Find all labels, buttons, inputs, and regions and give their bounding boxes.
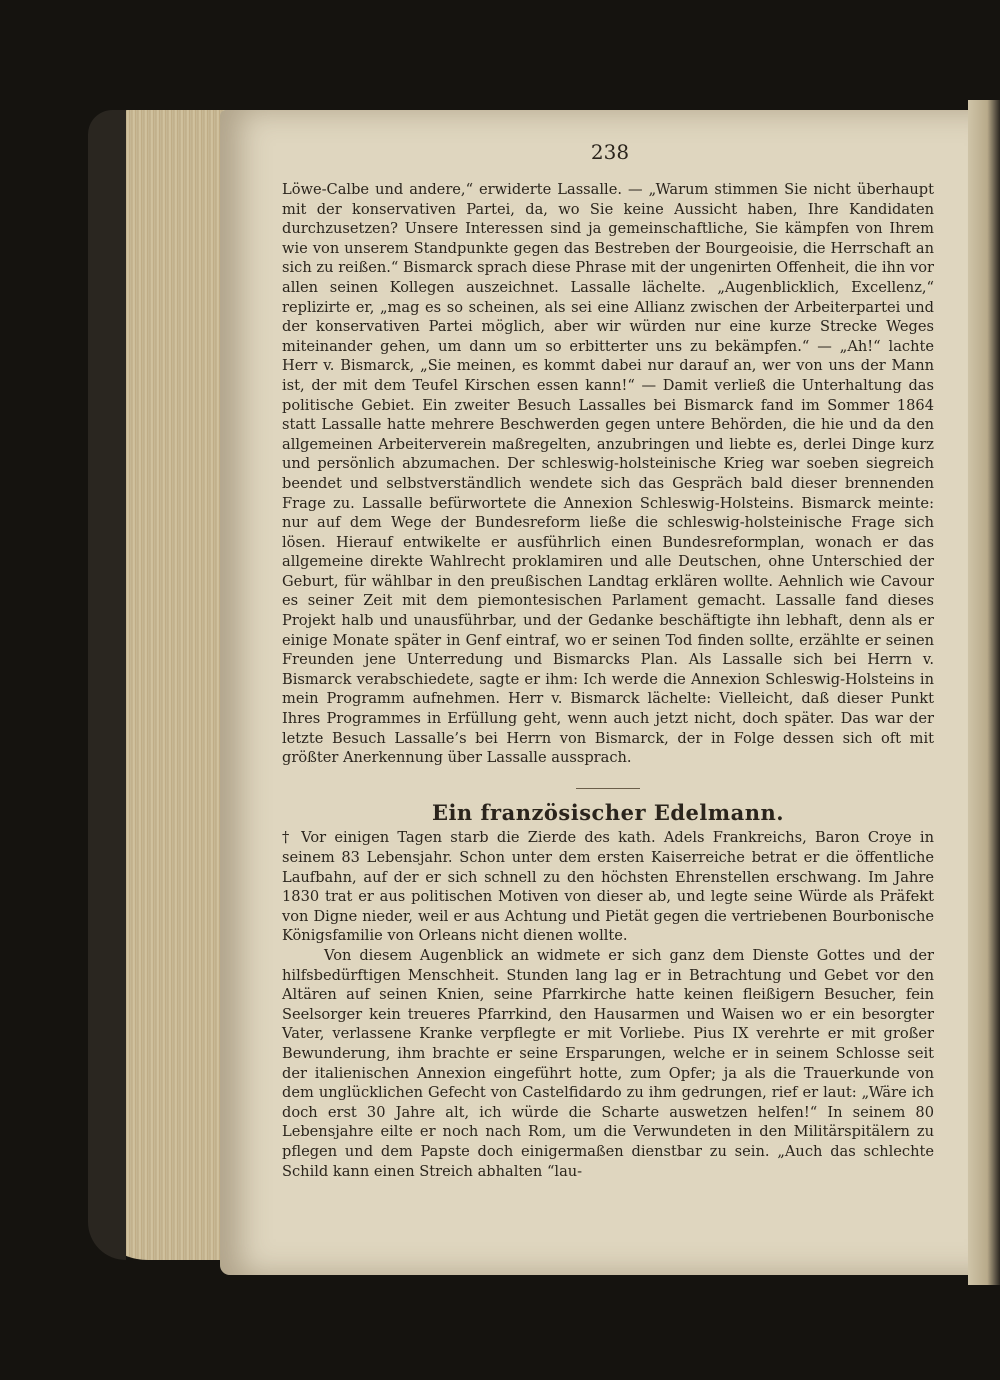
book-cover [88, 110, 126, 1260]
section-divider [576, 788, 640, 789]
paragraph-obituary-body: Von diesem Augenblick an widmete er sich ganz dem Dienste Gottes und der hilfsbedürftigen Menschheit. Stunden lang lag er in Betrachtung und Gebet vor den Altären auf seinen Knien, seine Pfarrkirche hatte keinen fleißigern Besucher, fein Seelsorger kein treueres Pfarrkind, den Hausarmen und Waisen wo er ein besorgter Vater, verlassene Kranke verpflegte er mit Vorliebe. Pius IX verehrte er mit großer Bewunderung, ihm brachte er seine Ersparungen, welche er in seinem Schlosse seit der italienischen Annexion eingeführt hotte, zum Opfer; ja als die Trauerkunde von dem unglücklichen Gefecht von Castelfidardo zu ihm gedrungen, rief er laut: „Wäre ich doch erst 30 Jahre alt, ich würde die Scharte auswetzen helfen!“ In seinem 80 Lebensjahre eilte er noch nach Rom, um die Verwundeten in den Militärspitälern zu pflegen und dem Papste doch einigermaßen dienstbar zu sein. „Auch das schlechte Schild kann einen Streich abhalten “lau- [282, 946, 934, 1180]
paragraph-obituary-intro: † Vor einigen Tagen starb die Zierde des kath. Adels Frankreichs, Baron Croye in seinem 83 Lebensjahr. Schon unter dem ersten Kaiserreiche betrat er die öffentliche Laufbahn, auf der er sich schnell zu den höchsten Ehrenstellen erschwang. Im Jahre 1830 trat er aus politischen Motiven von dieser ab, und legte seine Würde als Präfekt von Digne nieder, weil er aus Achtung und Pietät gegen die vertriebenen Bourbonische Königsfamilie von Orleans nicht dienen wollte. [282, 829, 934, 945]
text-block [282, 180, 934, 1181]
section-title: Ein französischer Edelmann. [431, 799, 785, 825]
page-number: 238 [590, 140, 630, 164]
page-gutter [968, 100, 1000, 1285]
paragraph-lassalle-bismarck: Löwe-Calbe und andere,“ erwiderte Lassalle. — „Warum stimmen Sie nicht überhaupt mit der konservativen Partei, da, wo Sie keine Aussicht haben, Ihre Kandidaten durchzusetzen? Unsere Interessen sind ja gemeinschaftliche, Sie kämpfen von Ihrem wie von unserem Standpunkte gegen das Bestreben der Bourgeoisie, die Herrschaft an sich zu reißen.“ Bismarck sprach diese Phrase mit der ungenirten Offenheit, die ihn vor allen seinen Kollegen auszeichnet. Lassalle lächelte. „Augenblicklich, Excellenz,“ replizirte er, „mag es so scheinen, als sei eine Allianz zwischen der Arbeiterpartei und der konservativen Partei möglich, aber wir würden nur eine kurze Strecke Weges miteinander gehen, um dann um so erbitterter uns zu bekämpfen.“ — „Ah!“ lachte Herr v. Bismarck, „Sie meinen, es kommt dabei nur darauf an, wer von uns der Mann ist, der mit dem Teufel Kirschen essen kann!“ — Damit verließ die Unterhaltung das politische Gebiet. Ein zweiter Besuch Lassalles bei Bismarck fand im Sommer 1864 statt Lassalle hatte mehrere Beschwerden gegen untere Behörden, die hie und da den allgemeinen Arbeiterverein maßregelten, anzubringen und liebte es, derlei Dinge kurz und persönlich abzumachen. Der schleswig-holsteinische Krieg war soeben siegreich beendet und selbstverständlich wendete sich das Gespräch bald dieser brennenden Frage zu. Lassalle befürwortete die Annexion Schleswig-Holsteins. Bismarck meinte: nur auf dem Wege der Bundesreform ließe die schleswig-holsteinische Frage sich lösen. Hierauf entwikelte er ausführlich einen Bundesreformplan, wonach er das allgemeine direkte Wahlrecht proklamiren und alle Deutschen, ohne Unterschied der Geburt, für wählbar in den preußischen Landtag erklären wollte. Aehnlich wie Cavour es seiner Zeit mit dem piemontesischen Parlament gemacht. Lassalle fand dieses Projekt halb und unausführbar, und der Gedanke beschäftigte ihn lebhaft, denn als er einige Monate später in Genf eintraf, wo er seinen Tod finden sollte, erzählte er seinen Freunden jene Unterredung und Bismarcks Plan. Als Lassalle sich bei Herrn v. Bismarck verabschiedete, sagte er ihm: Ich werde die Annexion Schleswig-Holsteins in mein Programm aufnehmen. Herr v. Bismarck lächelte: Vielleicht, daß dieser Punkt Ihres Programmes in Erfüllung geht, wenn auch jetzt nicht, doch später. Das war der letzte Besuch Lassalle’s bei Herrn von Bismarck, der in Folge dessen sich oft mit größter Anerkennung über Lassalle aussprach. [282, 181, 934, 767]
